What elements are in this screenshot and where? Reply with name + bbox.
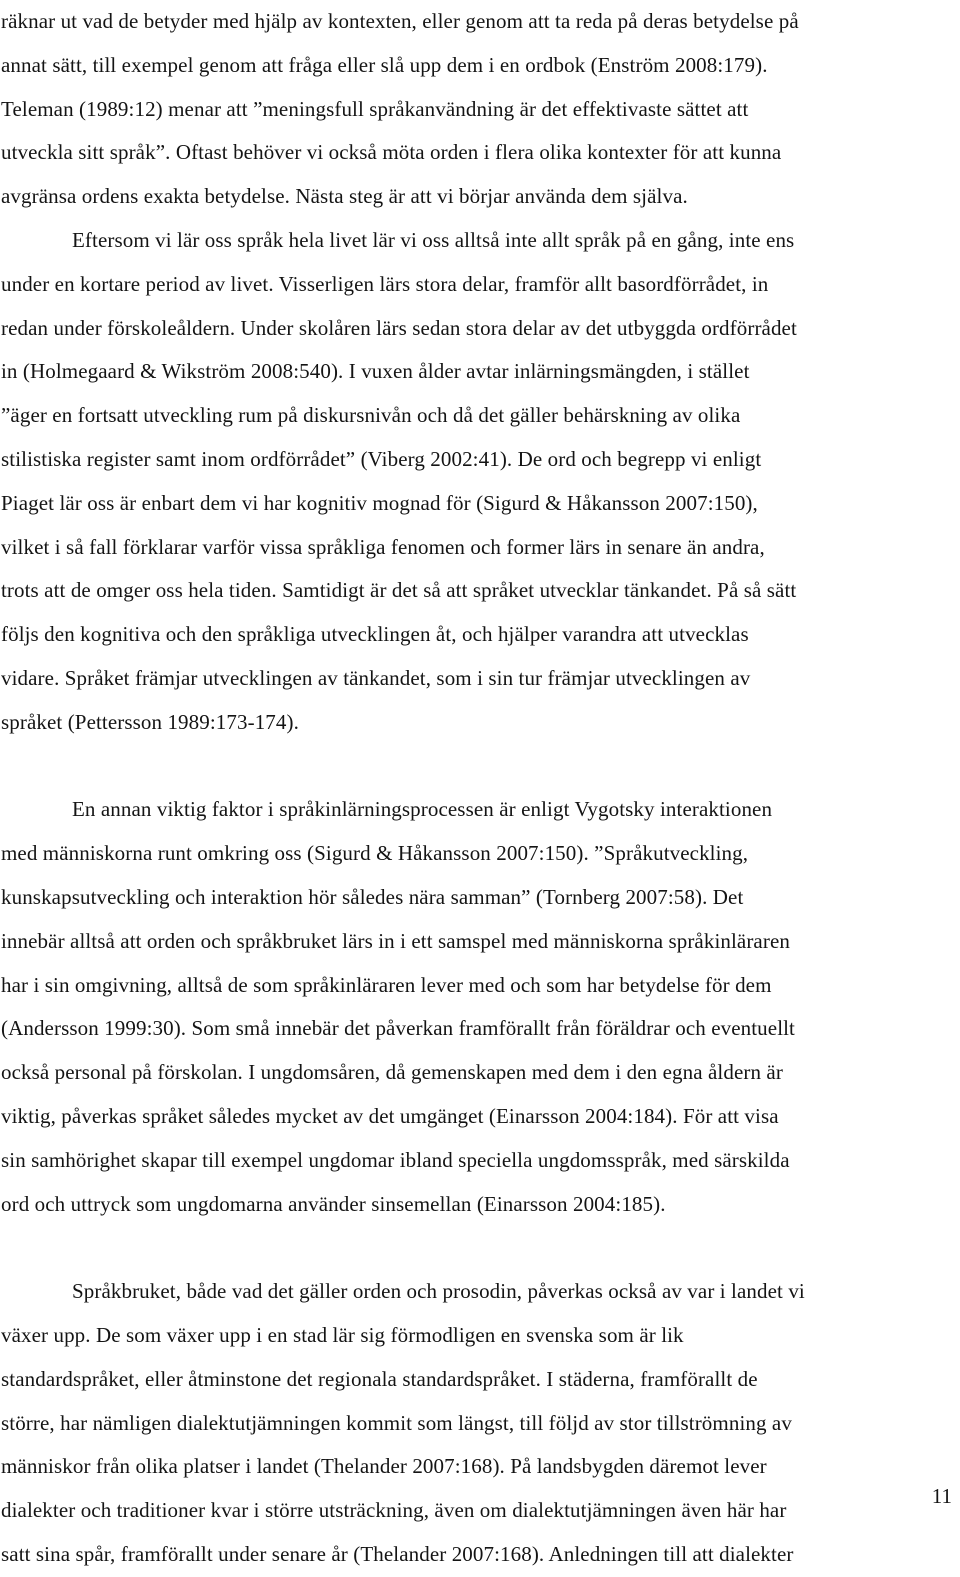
paragraph xyxy=(0,1270,960,1577)
text-line: sin samhörighet skapar till exempel ungdomar ibland speciella ungdomsspråk, med särskilda xyxy=(1,1147,790,1172)
text-line: utveckla sitt språk”. Oftast behöver vi också möta orden i flera olika kontexter för att kunna xyxy=(1,140,782,165)
page-number: 11 xyxy=(931,1484,952,1508)
text-line: större, har nämligen dialektutjämningen kommit som längst, till följd av stor tillströmning av xyxy=(1,1410,792,1435)
text-line: under en kortare period av livet. Visserligen lärs stora delar, framför allt basordförrådet, in xyxy=(1,271,769,296)
text-line: människor från olika platser i landet (Thelander 2007:168). På landsbygden däremot lever xyxy=(1,1454,767,1479)
text-line: dialekter och traditioner kvar i större utsträckning, även om dialektutjämningen även här har xyxy=(1,1498,787,1523)
paragraph xyxy=(0,219,960,745)
text-line: kunskapsutveckling och interaktion hör således nära samman” (Tornberg 2007:58). Det xyxy=(1,884,744,909)
text-line: redan under förskoleåldern. Under skolåren lärs sedan stora delar av det utbyggda ordförrådet xyxy=(1,315,797,340)
text-line: ”äger en fortsatt utveckling rum på diskursnivån och då det gäller behärskning av olika xyxy=(1,403,741,428)
text-line: räknar ut vad de betyder med hjälp av kontexten, eller genom att ta reda på deras betydelse på xyxy=(1,9,799,33)
text-line: Teleman (1989:12) menar att ”meningsfull språkanvändning är det effektivaste sättet att xyxy=(1,96,749,121)
text-line: också personal på förskolan. I ungdomsåren, då gemenskapen med dem i den egna åldern är xyxy=(1,1060,783,1085)
text-line: standardspråket, eller åtminstone det regionala standardspråket. I städerna, framförallt de xyxy=(1,1366,758,1391)
text-line: avgränsa ordens exakta betydelse. Nästa steg är att vi börjar använda dem själva. xyxy=(1,184,688,209)
text-line: vidare. Språket främjar utvecklingen av tänkandet, som i sin tur främjar utvecklingen av xyxy=(1,665,751,690)
text-line: in (Holmegaard & Wikström 2008:540). I vuxen ålder avtar inlärningsmängden, i stället xyxy=(1,359,750,384)
text-line: trots att de omger oss hela tiden. Samtidigt är det så att språket utvecklar tänkandet. På så sätt xyxy=(1,578,797,603)
paragraph-gap xyxy=(0,1226,960,1270)
text-line: satt sina spår, framförallt under senare år (Thelander 2007:168). Anledningen till att dialekter xyxy=(1,1541,794,1566)
text-line: har i sin omgivning, alltså de som språkinläraren lever med och som har betydelse för dem xyxy=(1,972,772,997)
paragraph xyxy=(0,788,960,1226)
text-line: vilket i så fall förklarar varför vissa språkliga fenomen och former lärs in senare än andra, xyxy=(1,534,765,559)
text-line: viktig, påverkas språket således mycket av det umgänget (Einarsson 2004:184). För att visa xyxy=(1,1103,779,1128)
text-line: Språkbruket, både vad det gäller orden och prosodin, påverkas också av var i landet vi xyxy=(72,1279,805,1304)
text-line: stilistiska register samt inom ordförrådet” (Viberg 2002:41). De ord och begrepp vi enligt xyxy=(1,446,762,471)
paragraph xyxy=(0,0,960,219)
text-line: innebär alltså att orden och språkbruket lärs in i ett samspel med människorna språkinläraren xyxy=(1,928,790,953)
text-line: växer upp. De som växer upp i en stad lär sig förmodligen en svenska som är lik xyxy=(1,1322,684,1347)
text-line: En annan viktig faktor i språkinlärningsprocessen är enligt Vygotsky interaktionen xyxy=(72,797,773,822)
text-line: med människorna runt omkring oss (Sigurd & Håkansson 2007:150). ”Språkutveckling, xyxy=(1,841,749,866)
text-line: ord och uttryck som ungdomarna använder sinsemellan (Einarsson 2004:185). xyxy=(1,1191,666,1216)
text-line: Eftersom vi lär oss språk hela livet lär vi oss alltså inte allt språk på en gång, inte ens xyxy=(72,227,795,252)
text-line: (Andersson 1999:30). Som små innebär det påverkan framförallt från föräldrar och eventuellt xyxy=(1,1016,795,1041)
text-line: Piaget lär oss är enbart dem vi har kognitiv mognad för (Sigurd & Håkansson 2007:150), xyxy=(1,490,758,515)
text-line: språket (Pettersson 1989:173-174). xyxy=(1,709,299,734)
paragraph-gap xyxy=(0,745,960,789)
text-line: annat sätt, till exempel genom att fråga eller slå upp dem i en ordbok (Enström 2008:179). xyxy=(1,52,768,77)
text-line: följs den kognitiva och den språkliga utvecklingen åt, och hjälper varandra att utvecklas xyxy=(1,622,749,647)
